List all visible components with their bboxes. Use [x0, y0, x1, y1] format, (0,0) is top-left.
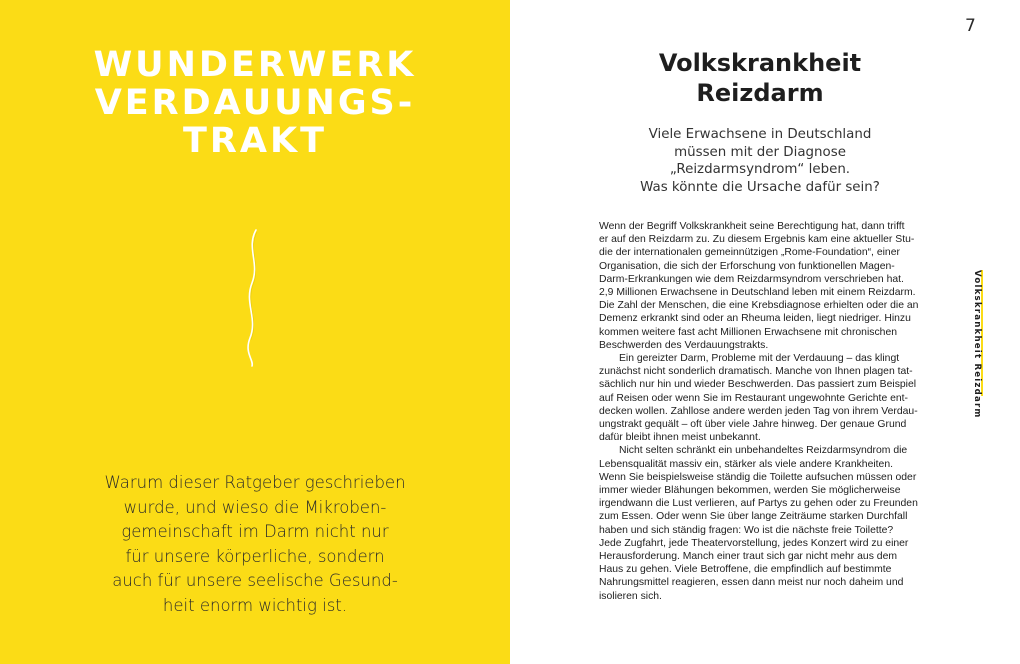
body-line: er auf den Reizdarm zu. Zu diesem Ergebnis kam eine aktueller Stu-: [599, 234, 915, 246]
teaser-line: wurde, und wieso die Mikroben-: [123, 497, 387, 517]
body-line: decken wollen. Zahllose andere werden jeden Tag von ihrem Verdau-: [599, 405, 918, 417]
body-line: Nahrungsmittel reagieren, essen dann meist nur noch daheim und: [599, 577, 904, 589]
lead-line: „Reizdarmsyndrom“ leben.: [669, 162, 851, 177]
article-title: [570, 48, 950, 108]
body-line: Wenn Sie beispielsweise ständig die Toilette aufsuchen müssen oder: [599, 471, 917, 483]
body-line: zum Essen. Oder wenn Sie über lange Zeiträume starken Durchfall: [599, 511, 908, 523]
body-line: dafür bleibt ihnen meist unbekannt.: [599, 432, 761, 444]
chapter-title-line: VERDAUUNGS-: [94, 83, 416, 123]
body-line: die der internationalen gemeinnützigen „Rome-Foundation“, einer: [599, 247, 900, 259]
article-body: [599, 220, 944, 603]
body-line: sächlich nur hin und wieder Beschwerden. Das passiert zum Beispiel: [599, 379, 917, 391]
chapter-title-line: TRAKT: [183, 121, 327, 161]
article-title-line: Volkskrankheit: [658, 49, 862, 77]
chapter-title-line: WUNDERWERK: [93, 45, 417, 85]
lead-line: Viele Erwachsene in Deutschland: [648, 127, 872, 142]
body-line: ungstrakt gequält – oft über viele Jahre hinweg. Der genaue Grund: [599, 419, 907, 431]
article-lead: [590, 126, 930, 196]
chapter-teaser: [95, 471, 415, 619]
lead-line: Was könnte die Ursache dafür sein?: [640, 179, 880, 195]
body-line: kommen weitere fast acht Millionen Erwachsene mit chronischen: [599, 326, 897, 338]
body-line: immer wieder Blähungen bekommen, werden Sie möglicherweise: [599, 485, 901, 497]
body-line: Jede Zugfahrt, jede Theatervorstellung, jedes Konzert wird zu einer: [599, 537, 909, 549]
body-line: Organisation, die sich der Erforschung von funktionellen Magen-: [599, 260, 895, 272]
wavy-line-illustration: [238, 228, 268, 368]
running-head-text: Volkskrankheit Reizdarm: [972, 270, 982, 419]
body-line: Herausforderung. Manch einer traut sich gar nicht mehr aus dem: [599, 551, 898, 563]
body-line: irgendwann die Lust verlieren, auf Partys zu gehen oder zu Freunden: [599, 498, 918, 510]
body-line: Lebensqualität massiv ein, stärker als viele andere Krankheiten.: [599, 458, 893, 470]
right-page: [510, 0, 1020, 664]
body-line: Demenz erkrankt sind oder an Rheuma leiden, liegt niedriger. Hinzu: [599, 313, 911, 325]
teaser-line: auch für unsere seelische Gesund-: [112, 571, 398, 591]
body-line: Die Zahl der Menschen, die eine Krebsdiagnose erhielten oder die an: [599, 300, 919, 312]
body-line: Beschwerden des Verdauungstrakts.: [599, 339, 769, 351]
body-line: Darm-Erkrankungen wie dem Reizdarmsyndrom verschrieben hat.: [599, 273, 904, 285]
body-line: Nicht selten schränkt ein unbehandeltes Reizdarmsyndrom die: [619, 445, 908, 457]
body-line: zunächst nicht sonderlich dramatisch. Manche von Ihnen plagen tat-: [599, 366, 913, 378]
article-title-line: Reizdarm: [696, 79, 824, 107]
chapter-title: [0, 46, 510, 160]
running-head: [967, 270, 987, 419]
body-line: Ein gereizter Darm, Probleme mit der Verdauung – das klingt: [619, 353, 900, 365]
teaser-line: heit enorm wichtig ist.: [162, 595, 348, 615]
teaser-line: für unsere körperliche, sondern: [125, 546, 385, 566]
body-line: 2,9 Millionen Erwachsene in Deutschland leben mit einem Reizdarm.: [599, 287, 916, 299]
teaser-line: Warum dieser Ratgeber geschrieben: [104, 473, 406, 492]
page-number: 7: [965, 16, 976, 36]
body-line: isolieren sich.: [599, 590, 662, 602]
body-line: Haus zu gehen. Viele Betroffene, die empfindlich auf bestimmte: [599, 564, 892, 576]
body-line: Wenn der Begriff Volkskrankheit seine Berechtigung hat, dann trifft: [599, 221, 905, 232]
lead-line: müssen mit der Diagnose: [674, 144, 846, 160]
body-line: haben und sich ständig fragen: Wo ist die nächste freie Toilette?: [599, 524, 894, 536]
teaser-line: gemeinschaft im Darm nicht nur: [121, 522, 389, 542]
body-line: auf Reisen oder wenn Sie im Restaurant ungewohnte Gerichte ent-: [599, 392, 909, 404]
